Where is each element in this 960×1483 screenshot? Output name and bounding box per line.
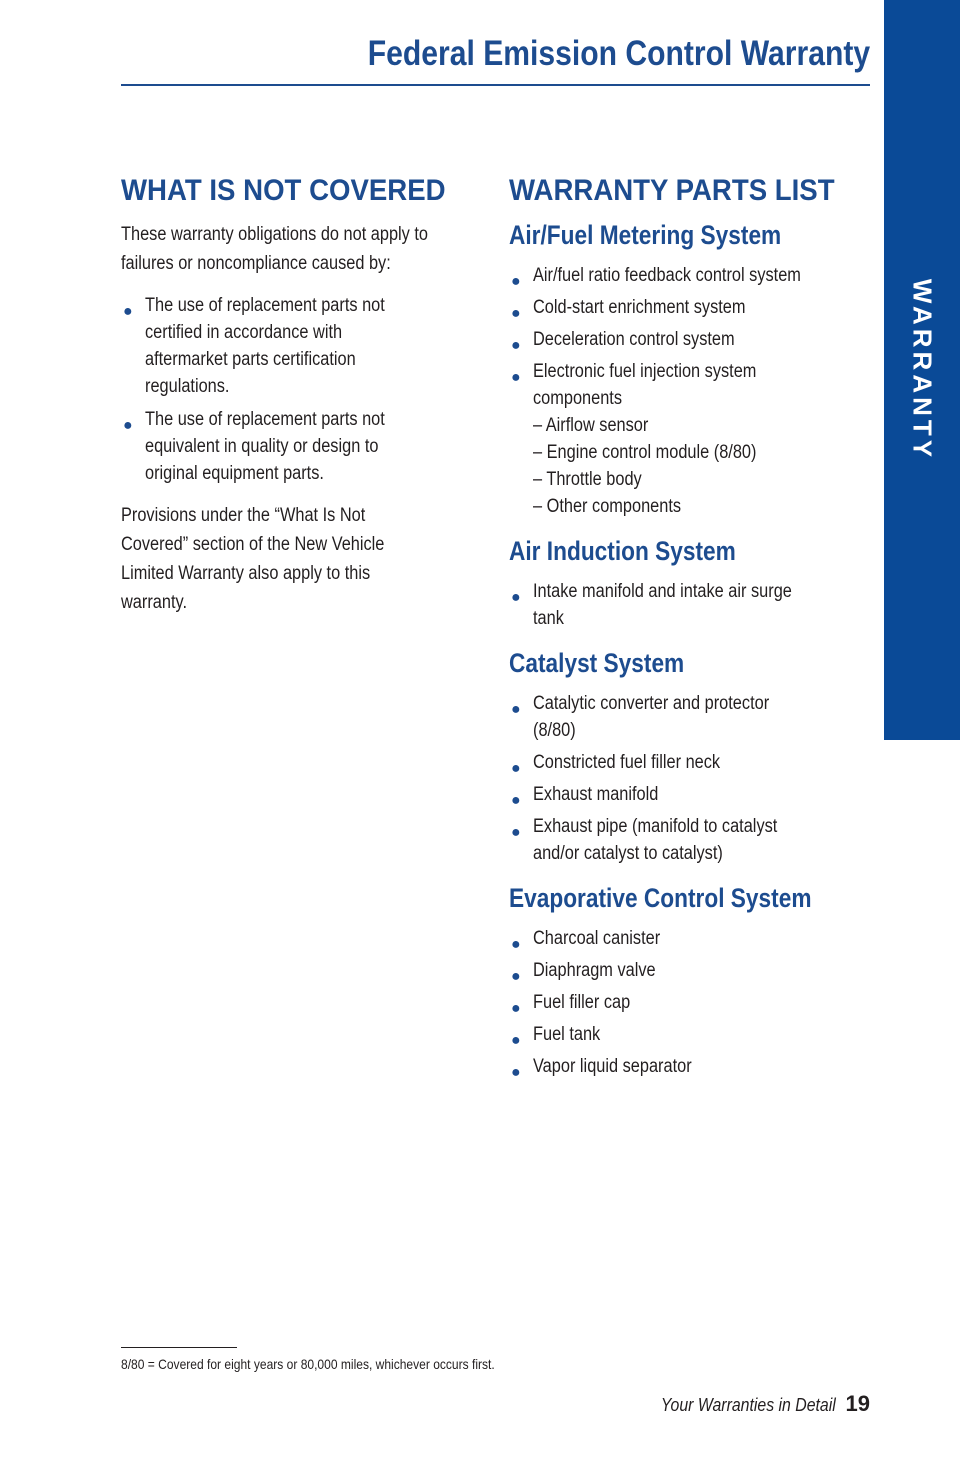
sub-item: – Throttle body (533, 469, 642, 490)
list-item-line: Exhaust pipe (manifold to catalyst (533, 816, 778, 837)
list-item-line: equivalent in quality or design to (145, 436, 379, 457)
section-tab (884, 0, 960, 740)
bullet-icon: ● (511, 273, 521, 290)
list-item-line: Charcoal canister (533, 928, 661, 949)
section-tab-label: WARRANTY (907, 278, 938, 462)
bullet-icon: ● (511, 1032, 521, 1049)
list-item-line: tank (533, 608, 564, 629)
bullet-icon: ● (511, 337, 521, 354)
bullet-icon: ● (511, 824, 521, 841)
bullet-icon: ● (511, 1000, 521, 1017)
list-item (509, 1021, 869, 1048)
list-item (121, 406, 481, 487)
list-item (509, 294, 869, 321)
list-item-line: Deceleration control system (533, 329, 735, 350)
list-item (509, 1053, 869, 1080)
list-item-line: The use of replacement parts not (145, 409, 385, 430)
intro-line: These warranty obligations do not apply to (121, 224, 429, 245)
sub-item: – Other components (533, 496, 682, 517)
catalyst-heading: Catalyst System (509, 648, 685, 678)
provisions-line: Covered” section of the New Vehicle (121, 534, 385, 555)
evaporative-list (509, 925, 869, 1080)
air-fuel-heading: Air/Fuel Metering System (509, 220, 782, 250)
list-item-line: Fuel filler cap (533, 992, 631, 1013)
list-item-line: Diaphragm valve (533, 960, 656, 981)
list-item-line: The use of replacement parts not (145, 295, 385, 316)
list-item (509, 578, 869, 632)
bullet-icon: ● (511, 792, 521, 809)
not-covered-heading: WHAT IS NOT COVERED (121, 174, 446, 207)
air-induction-list (509, 578, 869, 632)
page-footer (637, 1391, 870, 1417)
list-item-line: Intake manifold and intake air surge (533, 581, 792, 602)
list-item (509, 749, 869, 776)
parts-list-heading: WARRANTY PARTS LIST (509, 174, 835, 207)
list-item-line: Vapor liquid separator (533, 1056, 692, 1077)
list-item (509, 989, 869, 1016)
footer-label: Your Warranties in Detail (660, 1395, 836, 1415)
list-item (121, 292, 481, 400)
bullet-icon: ● (511, 1064, 521, 1081)
page-title: Federal Emission Control Warranty (367, 34, 870, 73)
list-item-line: (8/80) (533, 720, 576, 741)
list-item-line: Electronic fuel injection system (533, 361, 757, 382)
list-item-line: regulations. (145, 376, 230, 397)
bullet-icon: ● (511, 968, 521, 985)
not-covered-list (121, 292, 481, 487)
not-covered-column (121, 172, 481, 617)
page-header (121, 30, 870, 86)
footnote-divider (121, 1347, 237, 1348)
list-item-line: Constricted fuel filler neck (533, 752, 721, 773)
not-covered-intro (121, 220, 481, 278)
provisions-line: warranty. (121, 592, 187, 613)
bullet-icon: ● (511, 589, 521, 606)
list-item (509, 690, 869, 744)
list-item (509, 358, 869, 520)
provisions-line: Limited Warranty also apply to this (121, 563, 371, 584)
intro-line: failures or noncompliance caused by: (121, 253, 391, 274)
bullet-icon: ● (511, 760, 521, 777)
list-item-line: Exhaust manifold (533, 784, 659, 805)
evaporative-heading: Evaporative Control System (509, 883, 812, 913)
list-item-line: Air/fuel ratio feedback control system (533, 265, 801, 286)
list-item (509, 326, 869, 353)
provisions-paragraph (121, 501, 481, 617)
list-item-line: aftermarket parts certification (145, 349, 356, 370)
list-item-line: certified in accordance with (145, 322, 343, 343)
list-item (509, 925, 869, 952)
list-item-line: Fuel tank (533, 1024, 601, 1045)
bullet-icon: ● (123, 417, 133, 434)
provisions-line: Provisions under the “What Is Not (121, 505, 366, 526)
list-item-line: and/or catalyst to catalyst) (533, 843, 723, 864)
air-fuel-list (509, 262, 869, 520)
parts-list-column (509, 172, 869, 1080)
list-item (509, 781, 869, 808)
bullet-icon: ● (511, 936, 521, 953)
list-item-line: Catalytic converter and protector (533, 693, 770, 714)
list-item-line: components (533, 388, 623, 409)
bullet-icon: ● (511, 369, 521, 386)
list-item-line: Cold-start enrichment system (533, 297, 746, 318)
air-induction-heading: Air Induction System (509, 536, 736, 566)
bullet-icon: ● (123, 303, 133, 320)
list-item (509, 813, 869, 867)
catalyst-list (509, 690, 869, 867)
list-item-line: original equipment parts. (145, 463, 324, 484)
sub-item: – Engine control module (8/80) (533, 442, 757, 463)
footnote: 8/80 = Covered for eight years or 80,000 miles, whichever occurs first. (121, 1356, 495, 1372)
bullet-icon: ● (511, 305, 521, 322)
bullet-icon: ● (511, 701, 521, 718)
list-item (509, 957, 869, 984)
list-item (509, 262, 869, 289)
sub-item: – Airflow sensor (533, 415, 649, 436)
page-number: 19 (845, 1391, 870, 1416)
